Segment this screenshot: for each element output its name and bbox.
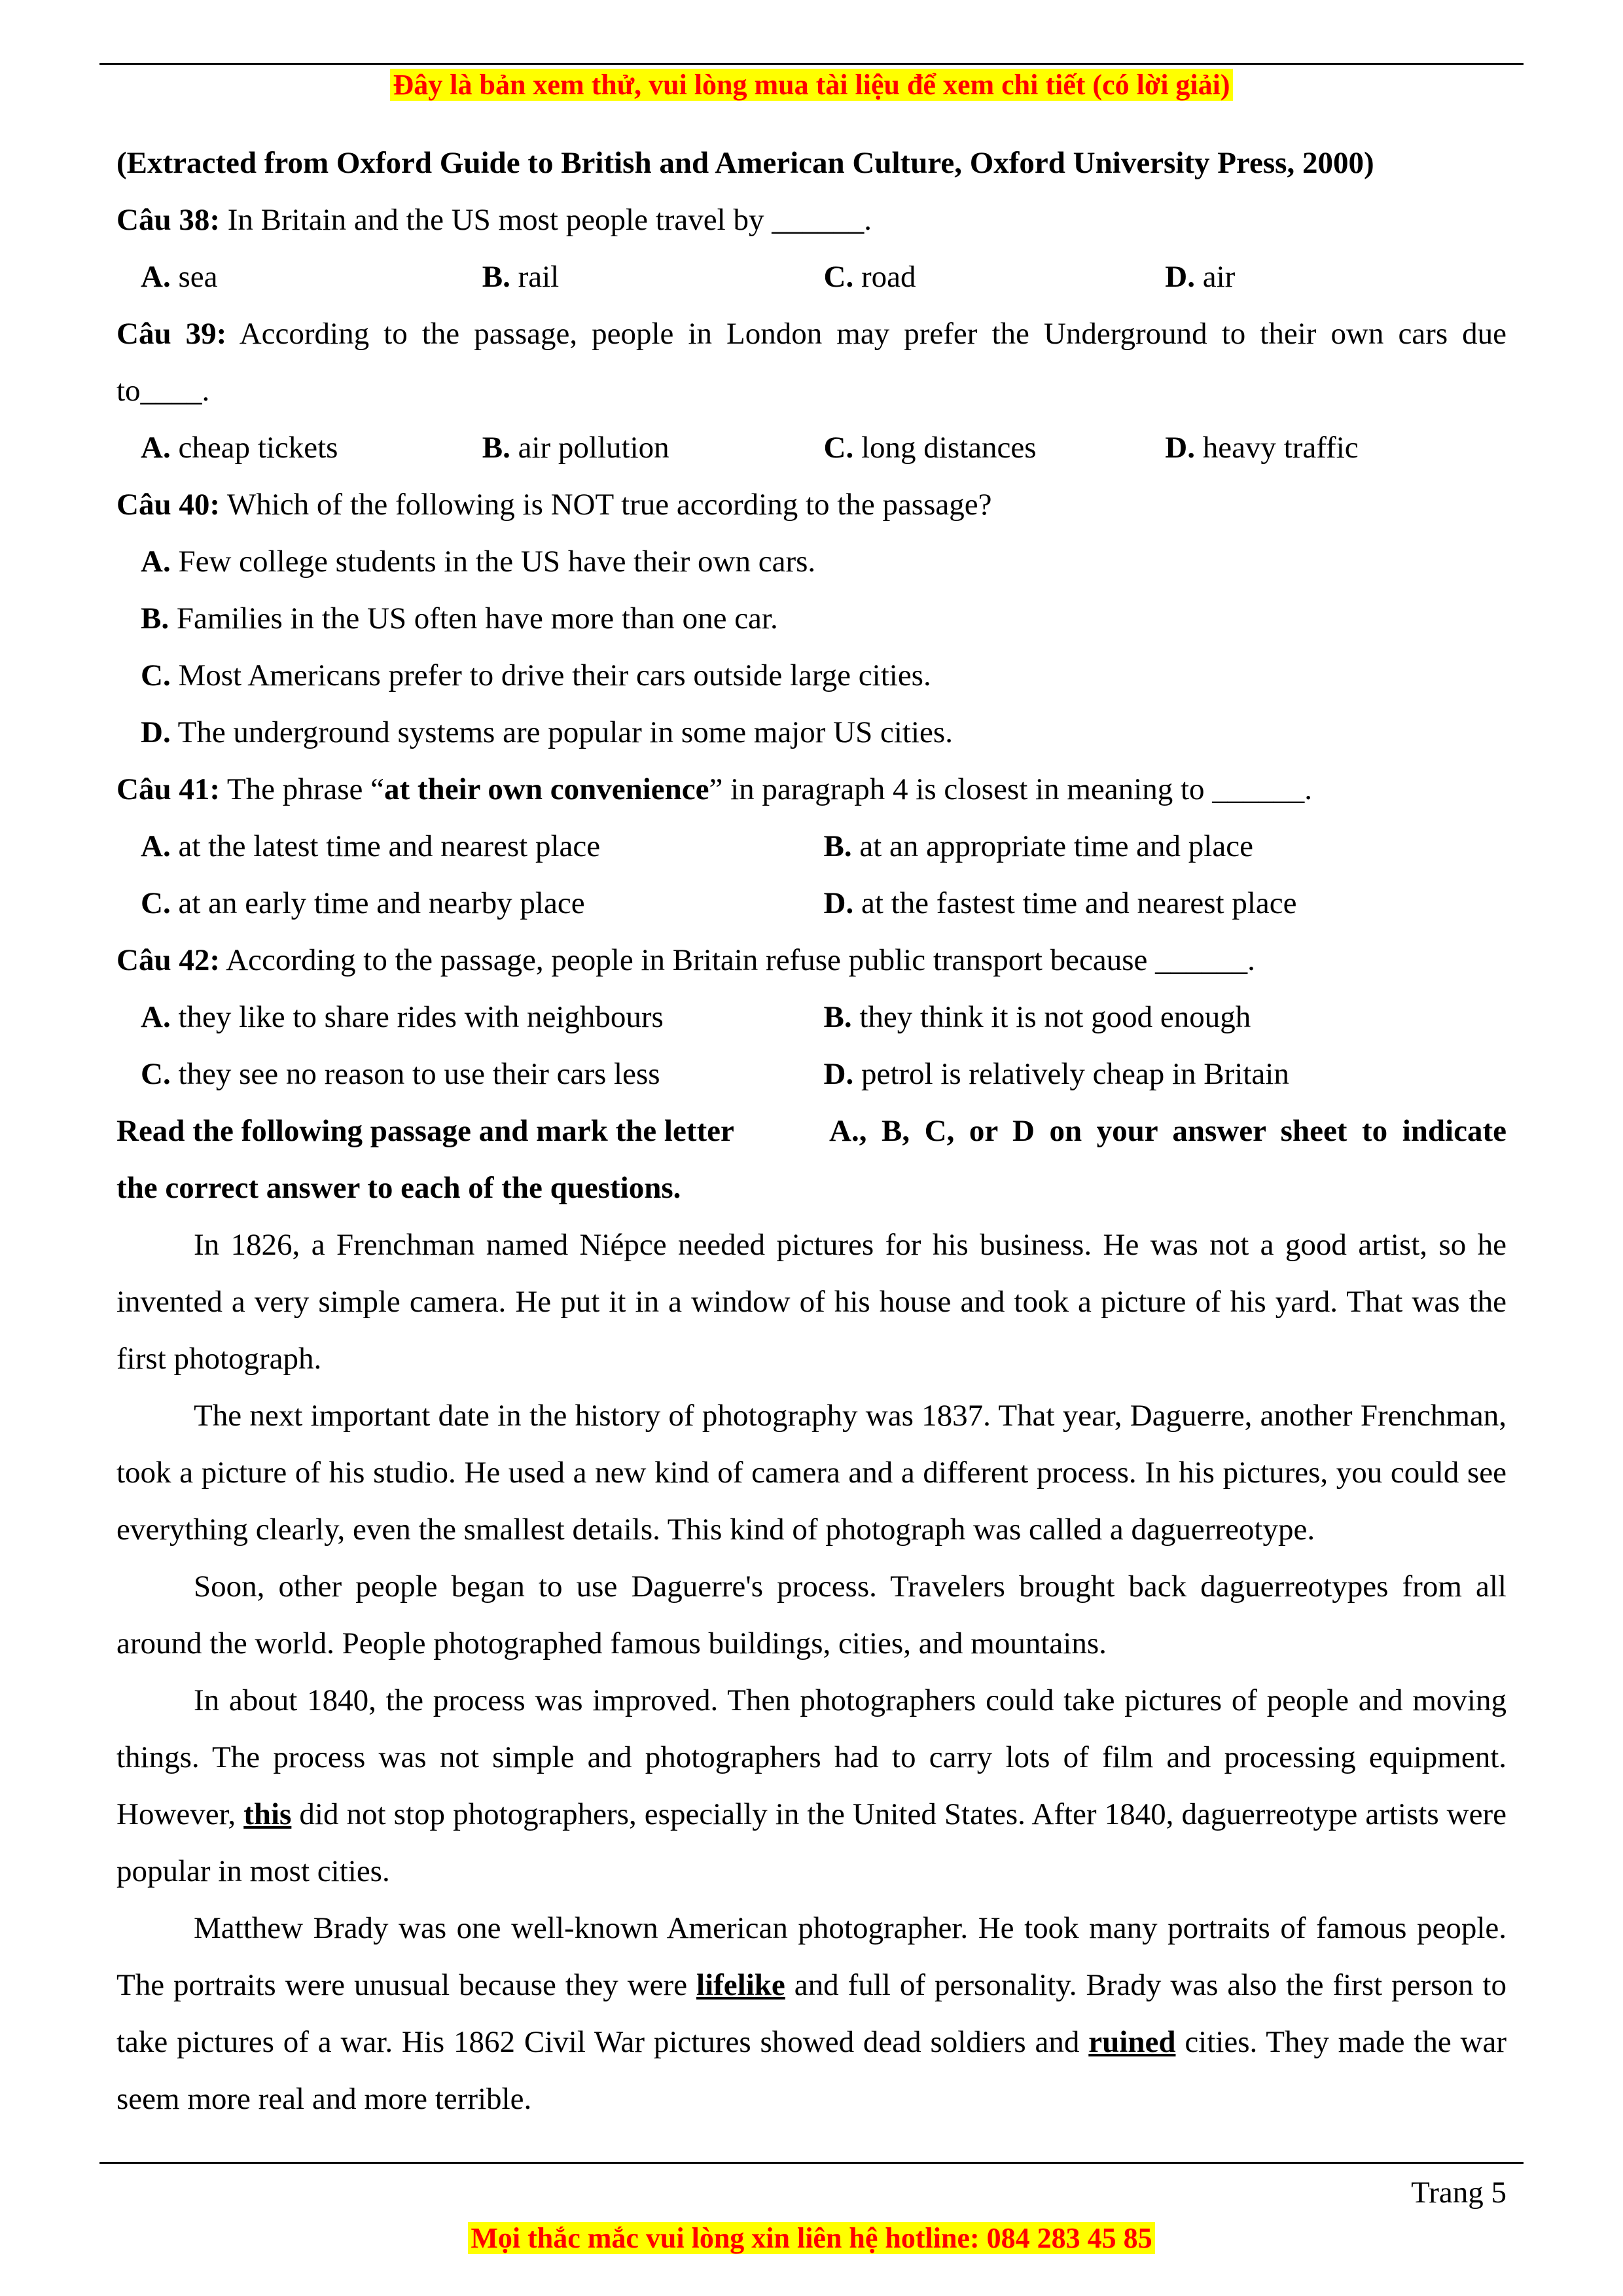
option-b: B. rail xyxy=(482,260,560,294)
footer-rule xyxy=(99,2162,1524,2164)
question-41-options-row1 xyxy=(116,818,1507,875)
underlined-word-ruined: ruined xyxy=(1088,2025,1176,2059)
question-42-options-row2 xyxy=(116,1046,1507,1103)
source-citation: (Extracted from Oxford Guide to British and American Culture, Oxford University Press, 2000) xyxy=(116,146,1374,180)
question-text: According to the passage, people in Britain refuse public transport because ______. xyxy=(226,943,1255,977)
question-40 xyxy=(116,476,1507,533)
option-a: A. sea xyxy=(141,260,218,294)
passage-paragraph-4: In about 1840, the process was improved. Then photographers could take pictures of people and moving things. The process was not simple and photographers had to carry lots of film and processing equipment. However, this did not stop photographers, especially in the United States. After 1840, daguerreotype artists were popular in most cities. xyxy=(116,1683,1507,1888)
question-label: Câu 40: xyxy=(116,488,220,522)
question-text: According to the passage, people in London may prefer the Underground to their own cars due xyxy=(239,317,1507,351)
passage-paragraph-3: Soon, other people began to use Daguerre's process. Travelers brought back daguerreotypes from all around the world. People photographed famous buildings, cities, and mountains. xyxy=(116,1570,1507,1660)
option-d: D. petrol is relatively cheap in Britain xyxy=(823,1057,1289,1091)
option-b: B. Families in the US often have more than one car. xyxy=(141,601,778,636)
underlined-word-this: this xyxy=(243,1797,292,1831)
option-d: D. heavy traffic xyxy=(1165,431,1359,465)
question-39-options xyxy=(116,420,1507,476)
option-d: D. air xyxy=(1165,260,1236,294)
passage-paragraph-2: The next important date in the history of photography was 1837. That year, Daguerre, another Frenchman, took a picture of his studio. He used a new kind of camera and a different process. In his pictures, you could see everything clearly, even the smallest details. This kind of photograph was called a daguerreotype. xyxy=(116,1399,1507,1547)
preview-banner xyxy=(0,65,1623,105)
document-body xyxy=(116,135,1507,2128)
question-42 xyxy=(116,932,1507,989)
preview-banner-text: Đây là bản xem thử, vui lòng mua tài liệu để xem chi tiết (có lời giải) xyxy=(390,69,1232,101)
passage-paragraph-5: Matthew Brady was one well-known American photographer. He took many portraits of famous people. The portraits were unusual because they were lifelike and full of personality. Brady was also the first person to take pictures of a war. His 1862 Civil War pictures showed dead soldiers and ruined cities. They made the war seem more real and more terrible. xyxy=(116,1911,1507,2116)
question-38-options xyxy=(116,249,1507,306)
option-c: C. long distances xyxy=(823,431,1037,465)
option-b: B. at an appropriate time and place xyxy=(823,829,1253,863)
question-label: Câu 38: xyxy=(116,203,220,237)
option-a: A. Few college students in the US have their own cars. xyxy=(141,545,816,579)
option-a: A. cheap tickets xyxy=(141,431,338,465)
option-c: C. they see no reason to use their cars less xyxy=(141,1057,660,1091)
hotline-text: Mọi thắc mắc vui lòng xin liên hệ hotline: 084 283 45 85 xyxy=(468,2222,1154,2254)
option-b: B. air pollution xyxy=(482,431,669,465)
page-number: Trang 5 xyxy=(1411,2176,1507,2210)
question-label: Câu 41: xyxy=(116,772,220,806)
reading-instruction: Read the following passage and mark the letter A., B, C, or D on your answer sheet to indicate xyxy=(116,1114,1507,1148)
option-a: A. at the latest time and nearest place xyxy=(141,829,601,863)
question-41-options-row2 xyxy=(116,875,1507,932)
option-c: C. Most Americans prefer to drive their cars outside large cities. xyxy=(141,658,931,692)
question-text: Which of the following is NOT true according to the passage? xyxy=(226,488,992,522)
passage-paragraph-1: In 1826, a Frenchman named Niépce needed pictures for his business. He was not a good artist, so he invented a very simple camera. He put it in a window of his house and took a picture of his yard. That was the first photograph. xyxy=(116,1228,1507,1376)
highlighted-phrase: at their own convenience xyxy=(384,772,709,806)
hotline-banner xyxy=(0,2219,1623,2258)
question-text: In Britain and the US most people travel by ______. xyxy=(227,203,872,237)
option-d: D. at the fastest time and nearest place xyxy=(823,886,1297,920)
question-label: Câu 42: xyxy=(116,943,220,977)
question-42-options-row1 xyxy=(116,989,1507,1046)
option-a: A. they like to share rides with neighbours xyxy=(141,1000,664,1034)
question-39 xyxy=(116,306,1507,363)
option-d: D. The underground systems are popular in some major US cities. xyxy=(141,715,953,749)
question-41: Câu 41: The phrase “at their own convenience” in paragraph 4 is closest in meaning to ______. xyxy=(116,772,1313,806)
question-39-continued: to____. xyxy=(116,374,210,408)
option-c: C. at an early time and nearby place xyxy=(141,886,585,920)
option-c: C. road xyxy=(823,260,916,294)
reading-instruction-continued: the correct answer to each of the questions. xyxy=(116,1171,681,1205)
question-38 xyxy=(116,192,1507,249)
option-b: B. they think it is not good enough xyxy=(823,1000,1251,1034)
underlined-word-lifelike: lifelike xyxy=(696,1968,785,2002)
question-label: Câu 39: xyxy=(116,317,227,351)
header-rule xyxy=(99,63,1524,65)
